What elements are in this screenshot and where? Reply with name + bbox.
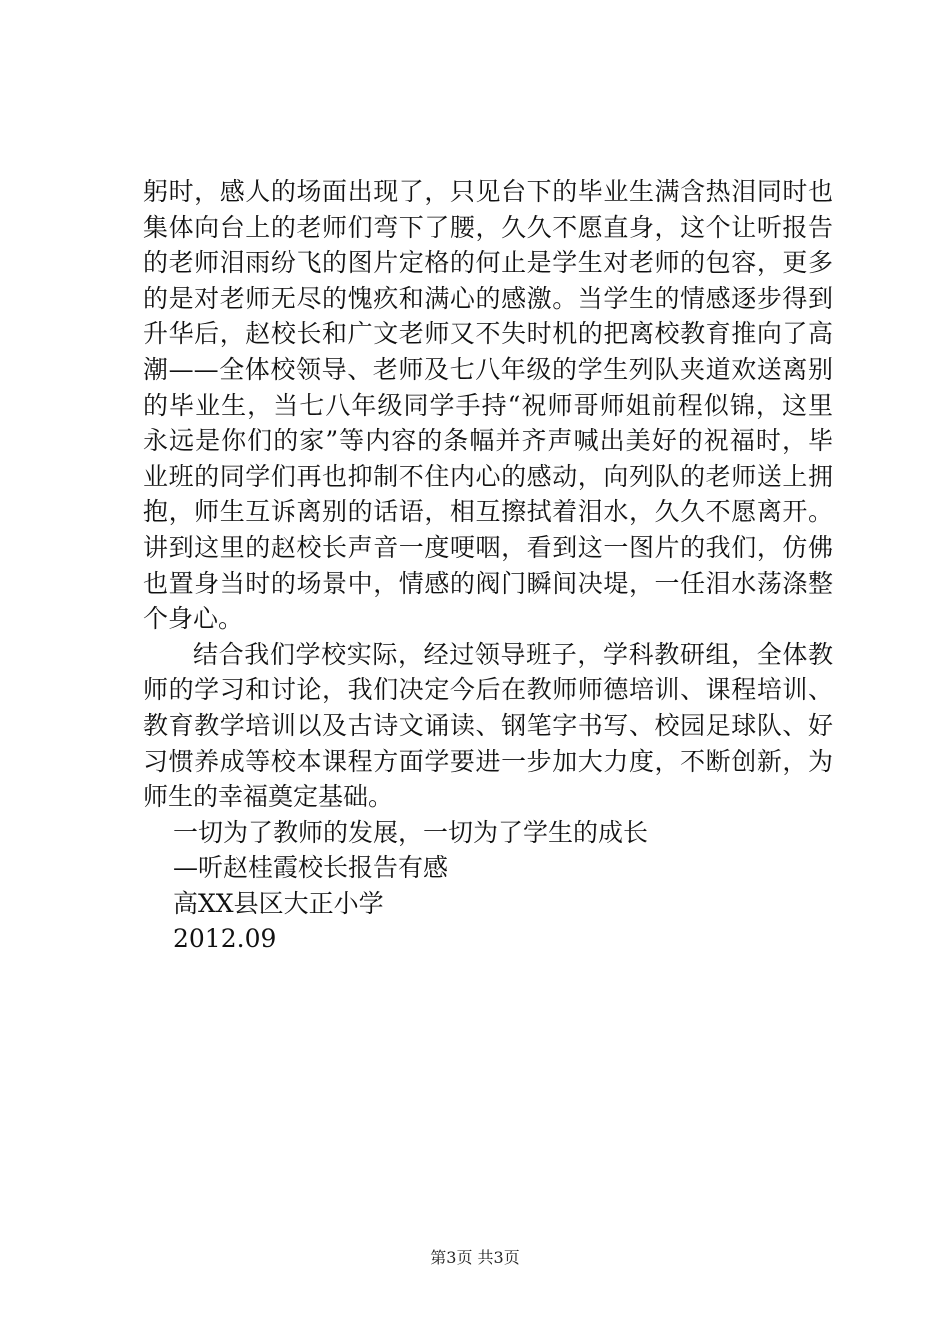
closing-subtitle: —听赵桂霞校长报告有感 bbox=[173, 853, 449, 883]
paragraph-1 bbox=[143, 174, 833, 637]
text-line: 的老师泪雨纷飞的图片定格的何止是学生对老师的包容，更多 bbox=[143, 248, 833, 278]
text-line: 集体向台上的老师们弯下了腰，久久不愿直身，这个让听报告 bbox=[143, 212, 833, 242]
document-body bbox=[143, 174, 833, 957]
text-line: 的毕业生，当七八年级同学手持“祝师哥师姐前程似锦，这里 bbox=[143, 390, 833, 420]
paragraph-2 bbox=[143, 637, 833, 815]
text-line: 业班的同学们再也抑制不住内心的感动，向列队的老师送上拥 bbox=[143, 461, 833, 491]
text-line: 抱，师生互诉离别的话语，相互擦拭着泪水，久久不愿离开。 bbox=[143, 497, 833, 527]
document-date: 2012.09 bbox=[173, 924, 277, 954]
text-line: 升华后，赵校长和广文老师又不失时机的把离校教育推向了高 bbox=[143, 319, 833, 349]
closing-title: 一切为了教师的发展，一切为了学生的成长 bbox=[173, 817, 649, 847]
text-line: 师的学习和讨论，我们决定今后在教师师德培训、课程培训、 bbox=[143, 675, 833, 705]
text-line: 个身心。 bbox=[143, 604, 244, 634]
text-line: 结合我们学校实际，经过领导班子，学科教研组，全体教 bbox=[193, 639, 833, 669]
text-line: 习惯养成等校本课程方面学要进一步加大力度，不断创新，为 bbox=[143, 746, 833, 776]
text-line: 师生的幸福奠定基础。 bbox=[143, 782, 394, 812]
text-line: 躬时，感人的场面出现了，只见台下的毕业生满含热泪同时也 bbox=[143, 177, 833, 206]
text-line: 教育教学培训以及古诗文诵读、钢笔字书写、校园足球队、好 bbox=[143, 710, 833, 740]
text-line: 讲到这里的赵校长声音一度哽咽，看到这一图片的我们，仿佛 bbox=[143, 532, 833, 562]
page-footer: 第3页 共3页 bbox=[430, 1248, 520, 1267]
text-line: 潮——全体校领导、老师及七八年级的学生列队夹道欢送离别 bbox=[143, 354, 833, 384]
closing-block bbox=[143, 815, 833, 957]
text-line: 也置身当时的场景中，情感的阀门瞬间决堤，一任泪水荡涤整 bbox=[143, 568, 833, 598]
school-name: 高XX县区大正小学 bbox=[173, 888, 384, 918]
text-line: 永远是你们的家”等内容的条幅并齐声喊出美好的祝福时，毕 bbox=[143, 426, 833, 456]
text-line: 的是对老师无尽的愧疚和满心的感激。当学生的情感逐步得到 bbox=[143, 283, 833, 313]
